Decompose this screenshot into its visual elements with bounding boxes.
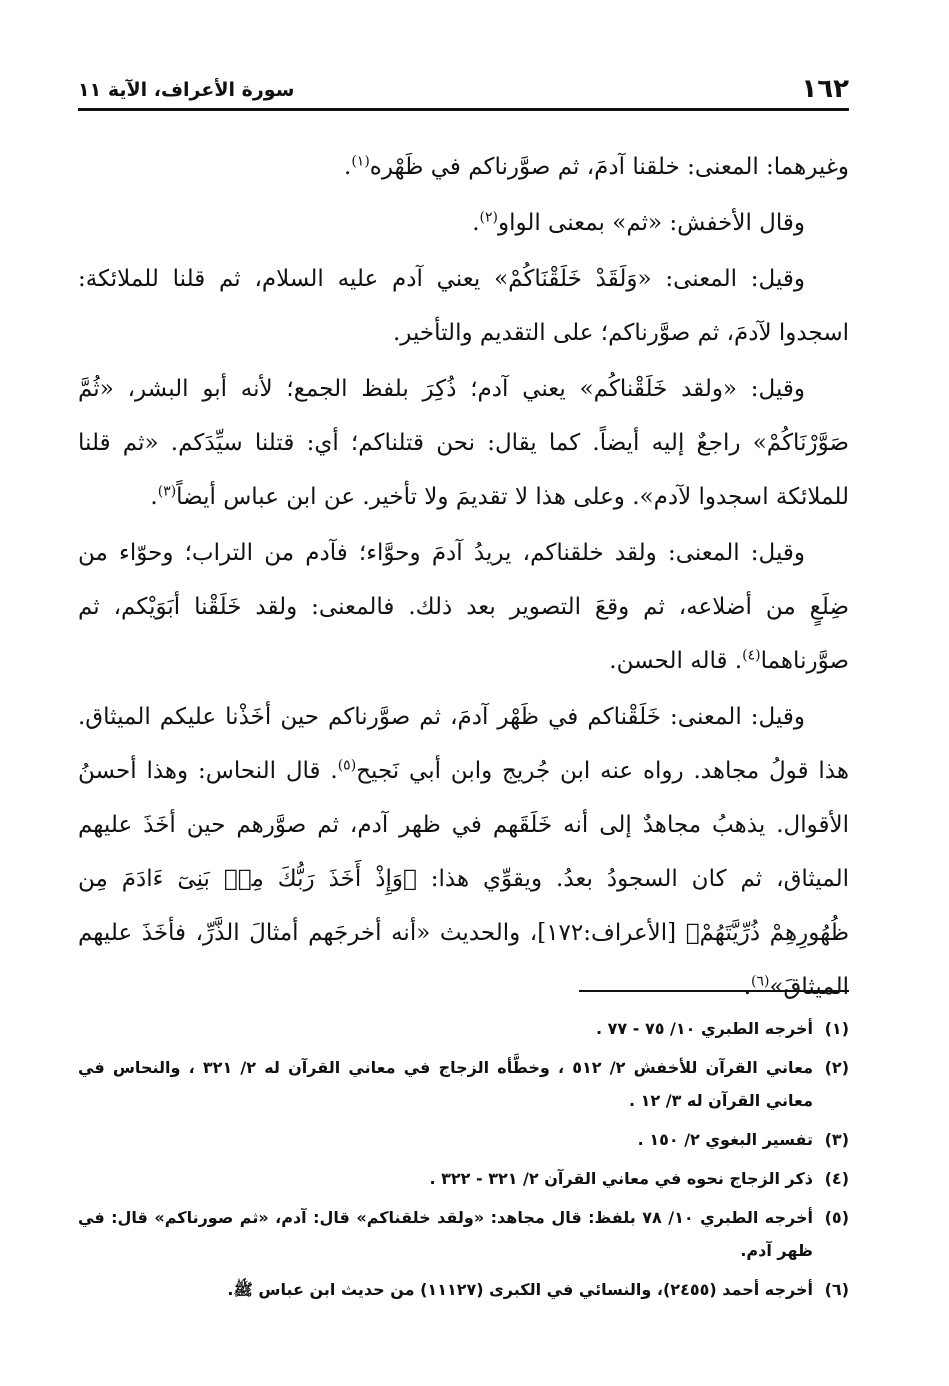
page-header — [78, 70, 849, 104]
footnote-separator — [579, 990, 849, 992]
footnote-text: تفسير البغوي ٢/ ١٥٠ . — [637, 1130, 813, 1149]
paragraph: وقيل: «ولقد خَلَقْناكُم» يعني آدم؛ ذُكِرَ بلفظ الجمع؛ لأنه أبو البشر، «ثُمَّ صَوَّرْنَاكُمْ» راجعٌ إليه أيضاً. كما يقال: نحن قتلناكم؛ أي: قتلنا سيِّدَكم. «ثم قلنا للملائكة اسجدوا لآدم». وعلى هذا لا تقديمَ ولا تأخير. عن ابن عباس أيضاً$^{(٣)}$. — [78, 376, 849, 510]
footnote-number: (٣) — [824, 1130, 849, 1149]
footnote-number: (٥) — [824, 1208, 849, 1227]
footnote-ref: (١) — [351, 153, 370, 170]
footnote-text: أخرجه أحمد (٢٤٥٥)، والنسائي في الكبرى (١١١٢٧) من حديث ابن عباس ﷺ. — [227, 1280, 813, 1299]
footnote — [78, 1051, 849, 1117]
paragraph: وقيل: المعنى: خَلَقْناكم في ظَهْر آدمَ، ثم صوَّرناكم حين أخَذْنا عليكم الميثاق. هذا قولُ مجاهد. رواه عنه ابن جُريج وابن أبي نَجيح$^{(٥)}$. قال النحاس: وهذا أحسنُ الأقوال. يذهبُ مجاهدٌ إلى أنه خَلَقَهم في ظهر آدم، ثم صوَّرهم حين أخَذَ عليهم الميثاق، ثم كان السجودُ بعدُ. ويقوِّي هذا: ﴿وَإِذْ أَخَذَ رَبُّكَ مِنۢ بَنِىٓ ءَادَمَ مِن ظُهُورِهِمْ ذُرِّيَّتَهُمْ﴾ [الأعراف:١٧٢]، والحديث «أنه أخرجَهم أمثالَ الذَّرِّ، فأخَذَ عليهم الميثاقَ»$^{(٦)}$. — [78, 704, 849, 1000]
footnote-ref: (٣) — [157, 483, 177, 500]
paragraph: وغيرهما: المعنى: خلقنا آدمَ، ثم صوَّرناكم في ظَهْره$^{(١)}$. — [344, 153, 849, 180]
footnote-number: (٤) — [824, 1169, 849, 1188]
footnote — [78, 1273, 849, 1306]
header-rule — [78, 108, 849, 111]
paragraph: وقيل: المعنى: «وَلَقَدْ خَلَقْنَاكُمْ» يعني آدم عليه السلام، ثم قلنا للملائكة: اسجدوا لآدمَ، ثم صوَّرناكم؛ على التقديم والتأخير. — [78, 266, 849, 346]
footnote — [78, 1123, 849, 1156]
main-text — [78, 140, 849, 1016]
footnote-ref: (٦) — [751, 973, 770, 990]
footnote-ref: (٤) — [742, 647, 761, 664]
page-number: ١٦٢ — [801, 74, 849, 104]
footnotes — [78, 1012, 849, 1312]
running-title: سورة الأعراف، الآية ١١ — [78, 79, 295, 101]
footnote-text: أخرجه الطبري ١٠/ ٧٥ - ٧٧ . — [595, 1019, 813, 1038]
footnote-number: (٦) — [824, 1280, 849, 1299]
footnote-ref: (٢) — [479, 209, 498, 226]
footnote-text: معاني القرآن للأخفش ٢/ ٥١٢ ، وخطَّأه الزجاج في معاني القرآن له ٢/ ٣٢١ ، والنحاس في معاني القرآن له ٣/ ١٢ . — [78, 1058, 814, 1110]
footnote-number: (٢) — [824, 1058, 849, 1077]
paragraph: وقال الأخفش: «ثم» بمعنى الواو$^{(٢)}$. — [472, 209, 805, 236]
footnote-text: ذكر الزجاج نحوه في معاني القرآن ٢/ ٣٢١ - ٣٢٢ . — [429, 1169, 813, 1188]
footnote-text: أخرجه الطبري ١٠/ ٧٨ بلفظ: قال مجاهد: «ولقد خلقناكم» قال: آدم، «ثم صورناكم» قال: في ظهر آدم. — [78, 1208, 813, 1260]
footnote — [78, 1162, 849, 1195]
footnote — [78, 1012, 849, 1045]
paragraph: وقيل: المعنى: ولقد خلقناكم، يريدُ آدمَ وحوَّاء؛ فآدم من التراب؛ وحوّاء من ضِلَعٍ من أضلاعه، ثم وقعَ التصوير بعد ذلك. فالمعنى: ولقد خَلَقْنا أبَوَيْكم، ثم صوَّرناهما$^{(٤)}$. قاله الحسن. — [78, 540, 849, 674]
footnote-ref: (٥) — [337, 757, 357, 774]
footnote — [78, 1201, 849, 1267]
footnote-number: (١) — [824, 1019, 849, 1038]
